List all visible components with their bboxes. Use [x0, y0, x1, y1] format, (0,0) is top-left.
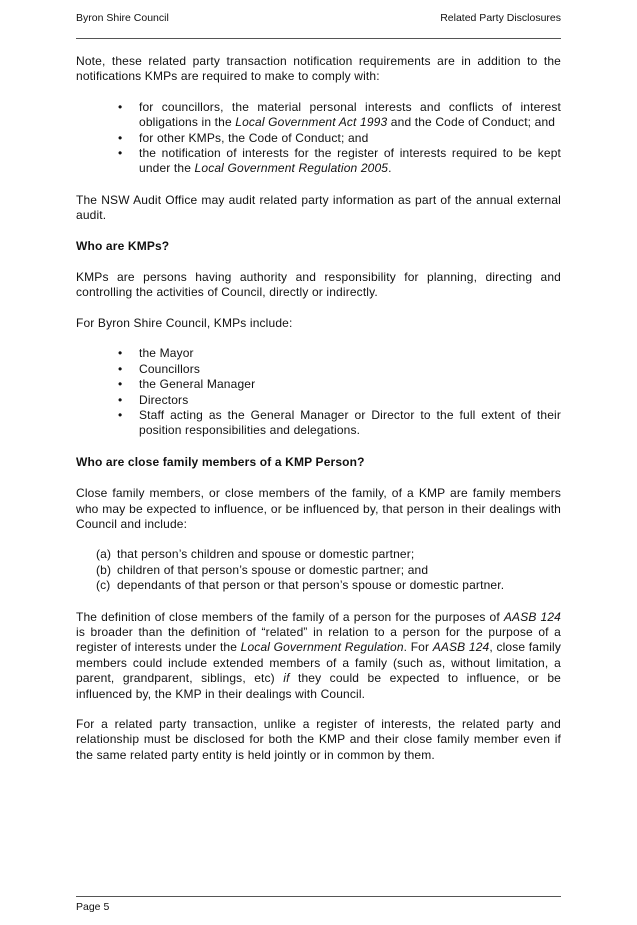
kmp-item: • Directors — [139, 393, 561, 408]
aasb-text: they could be expected to influence, or be influenced by, the KMP in their dealings with Council. — [76, 671, 561, 701]
obligation-text: . — [388, 161, 392, 176]
page-footer — [76, 896, 561, 913]
kmps-heading: Who are KMPs? — [76, 238, 170, 253]
audit-paragraph: The NSW Audit Office may audit related party information as part of the annual external audit. — [76, 192, 561, 223]
aasb-reference: AASB 124 — [503, 609, 561, 624]
obligation-text: the notification of interests for the register of interests required to be kept under the — [139, 146, 561, 176]
emphasis-if: if — [283, 671, 290, 686]
aasb-paragraph — [76, 610, 561, 702]
family-item-text: children of that person’s spouse or domestic partner; and — [117, 562, 429, 577]
kmp-item: • Councillors — [139, 362, 561, 377]
family-item-text: that person’s children and spouse or domestic partner; — [117, 547, 415, 562]
family-item-text: dependants of that person or that person’s spouse or domestic partner. — [117, 578, 505, 593]
family-item — [96, 547, 561, 562]
obligation-item — [139, 100, 561, 131]
page-header — [76, 12, 561, 39]
kmps-list — [76, 346, 561, 438]
kmp-item: • Staff acting as the General Manager or Director to the full extent of their position responsibilities and delegations. — [139, 408, 561, 439]
obligation-item: • for other KMPs, the Code of Conduct; and — [139, 131, 561, 146]
page-body — [76, 54, 561, 778]
kmp-item: • the General Manager — [139, 377, 561, 392]
aasb-text: . For — [403, 640, 433, 655]
obligations-list — [76, 100, 561, 177]
family-item — [96, 562, 561, 578]
family-definition: Close family members, or close members of the family, of a KMP are family members who may be expected to influence, or be influenced by, that person in their dealings with Council and include: — [76, 486, 561, 531]
aasb-text: The definition of close members of the family of a person for the purposes of — [76, 609, 504, 624]
header-document-title: Related Party Disclosures — [440, 12, 561, 24]
note-paragraph: Note, these related party transaction notification requirements are in addition to the notifications KMPs are required to make to comply with: — [76, 54, 561, 84]
obligation-text: for councillors, the material personal interests and conflicts of interest obligations in the — [139, 99, 561, 130]
family-item-marker: (a) — [96, 547, 112, 562]
family-heading: Who are close family members of a KMP Person? — [76, 454, 365, 469]
kmps-include-intro: For Byron Shire Council, KMPs include: — [76, 315, 293, 330]
kmps-definition: KMPs are persons having authority and responsibility for planning, directing and controlling the activities of Council, directly or indirectly. — [76, 270, 561, 300]
aasb-reference: AASB 124 — [432, 640, 490, 655]
family-list — [76, 547, 561, 593]
obligation-text: and the Code of Conduct; and — [387, 115, 556, 130]
aasb-text: is broader than the definition of “related” in relation to a person for the purpose of a register of interests under the — [76, 624, 561, 655]
family-item-marker: (c) — [96, 578, 111, 593]
regulation-reference: Local Government Regulation 2005 — [194, 161, 389, 176]
header-organisation: Byron Shire Council — [76, 12, 169, 24]
act-reference: Local Government Act 1993 — [235, 115, 388, 130]
family-item-marker: (b) — [96, 562, 112, 577]
page-number: Page 5 — [76, 901, 110, 913]
disclosure-paragraph: For a related party transaction, unlike a register of interests, the related party and relationship must be disclosed for both the KMP and their close family member even if the same related party entity is held jointly or in common by them. — [76, 717, 561, 762]
regulation-reference: Local Government Regulation — [240, 640, 404, 655]
family-item — [96, 578, 561, 593]
kmp-item: • the Mayor — [139, 346, 561, 361]
obligation-item — [139, 146, 561, 177]
aasb-text: , close family members could include extended members of a family (such as, without limitation, a parent, grandparent, siblings, etc) — [76, 640, 562, 686]
